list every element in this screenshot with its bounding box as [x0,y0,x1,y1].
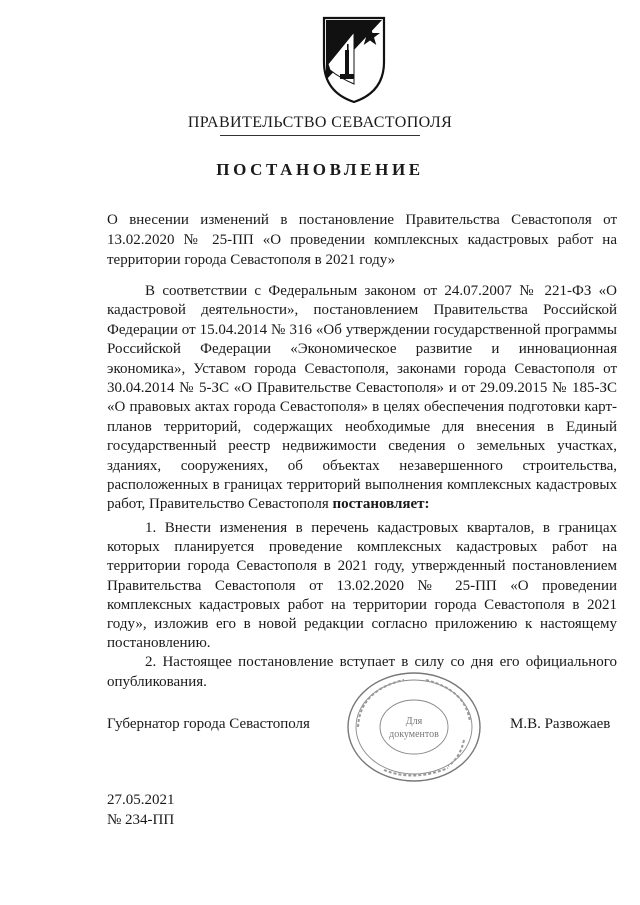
header-divider [220,135,420,136]
signatory-title: Губернатор города Севастополя [107,716,310,732]
signatory-name: М.В. Развожаев [510,716,611,732]
document-number: № 234-ПП [107,812,175,828]
document-date: 27.05.2021 [107,792,175,808]
svg-text:документов: документов [389,729,439,740]
decree-item-2: 2. Настоящее постановление вступает в силу со дня его официального опубликования. [107,654,617,690]
svg-text:Для: Для [405,716,423,727]
document-subject: О внесении изменений в постановление Правительства Севастополя от 13.02.2020 № 25-ПП «О проведении комплексных кадастровых работ на территории города Севастополя в 2021 году» [107,212,617,268]
decree-items [107,519,617,692]
preamble-text: В соответствии с Федеральным законом от 24.07.2007 № 221-ФЗ «О кадастровой деятельности», постановлением Правительства Российской Федерации от 15.04.2014 № 316 «Об утверждении государственной программы Российской Федерации «Экономическое развитие и инновационная экономика», Уставом города Севастополя, законами города Севастополя от 30.04.2014 № 5-ЗС «О Правительстве Севастополя» и от 29.09.2015 № 185-ЗС «О правовых актах города Севастополя» в целях обеспечения подготовки карт-планов территорий, содержащих необходимые для внесения в Единый государственный реестр недвижимости сведения о земельных участках, зданиях, сооружениях, об объектах незавершенного строительства, расположенных в границах территорий выполнения комплексных кадастровых работ, Правительство Севастополя [107,283,617,513]
official-seal-stamp [344,670,484,785]
decree-word: постановляет: [332,496,430,513]
organization-name: ПРАВИТЕЛЬСТВО СЕВАСТОПОЛЯ [187,114,453,131]
sevastopol-coat-of-arms-icon [318,14,390,104]
preamble-paragraph [107,282,617,515]
decree-item-1: 1. Внести изменения в перечень кадастровых кварталов, в границах которых планируется проведение комплексных кадастровых работ на территории города Севастополя в 2021 году, утвержденный постановлением Правительства Севастополя от 13.02.2020 № 25-ПП «О проведении комплексных кадастровых работ на территории города Севастополя в 2021 году», изложив его в новой редакции согласно приложению к настоящему постановлению. [107,520,617,652]
document-type-heading: ПОСТАНОВЛЕНИЕ [216,160,424,179]
